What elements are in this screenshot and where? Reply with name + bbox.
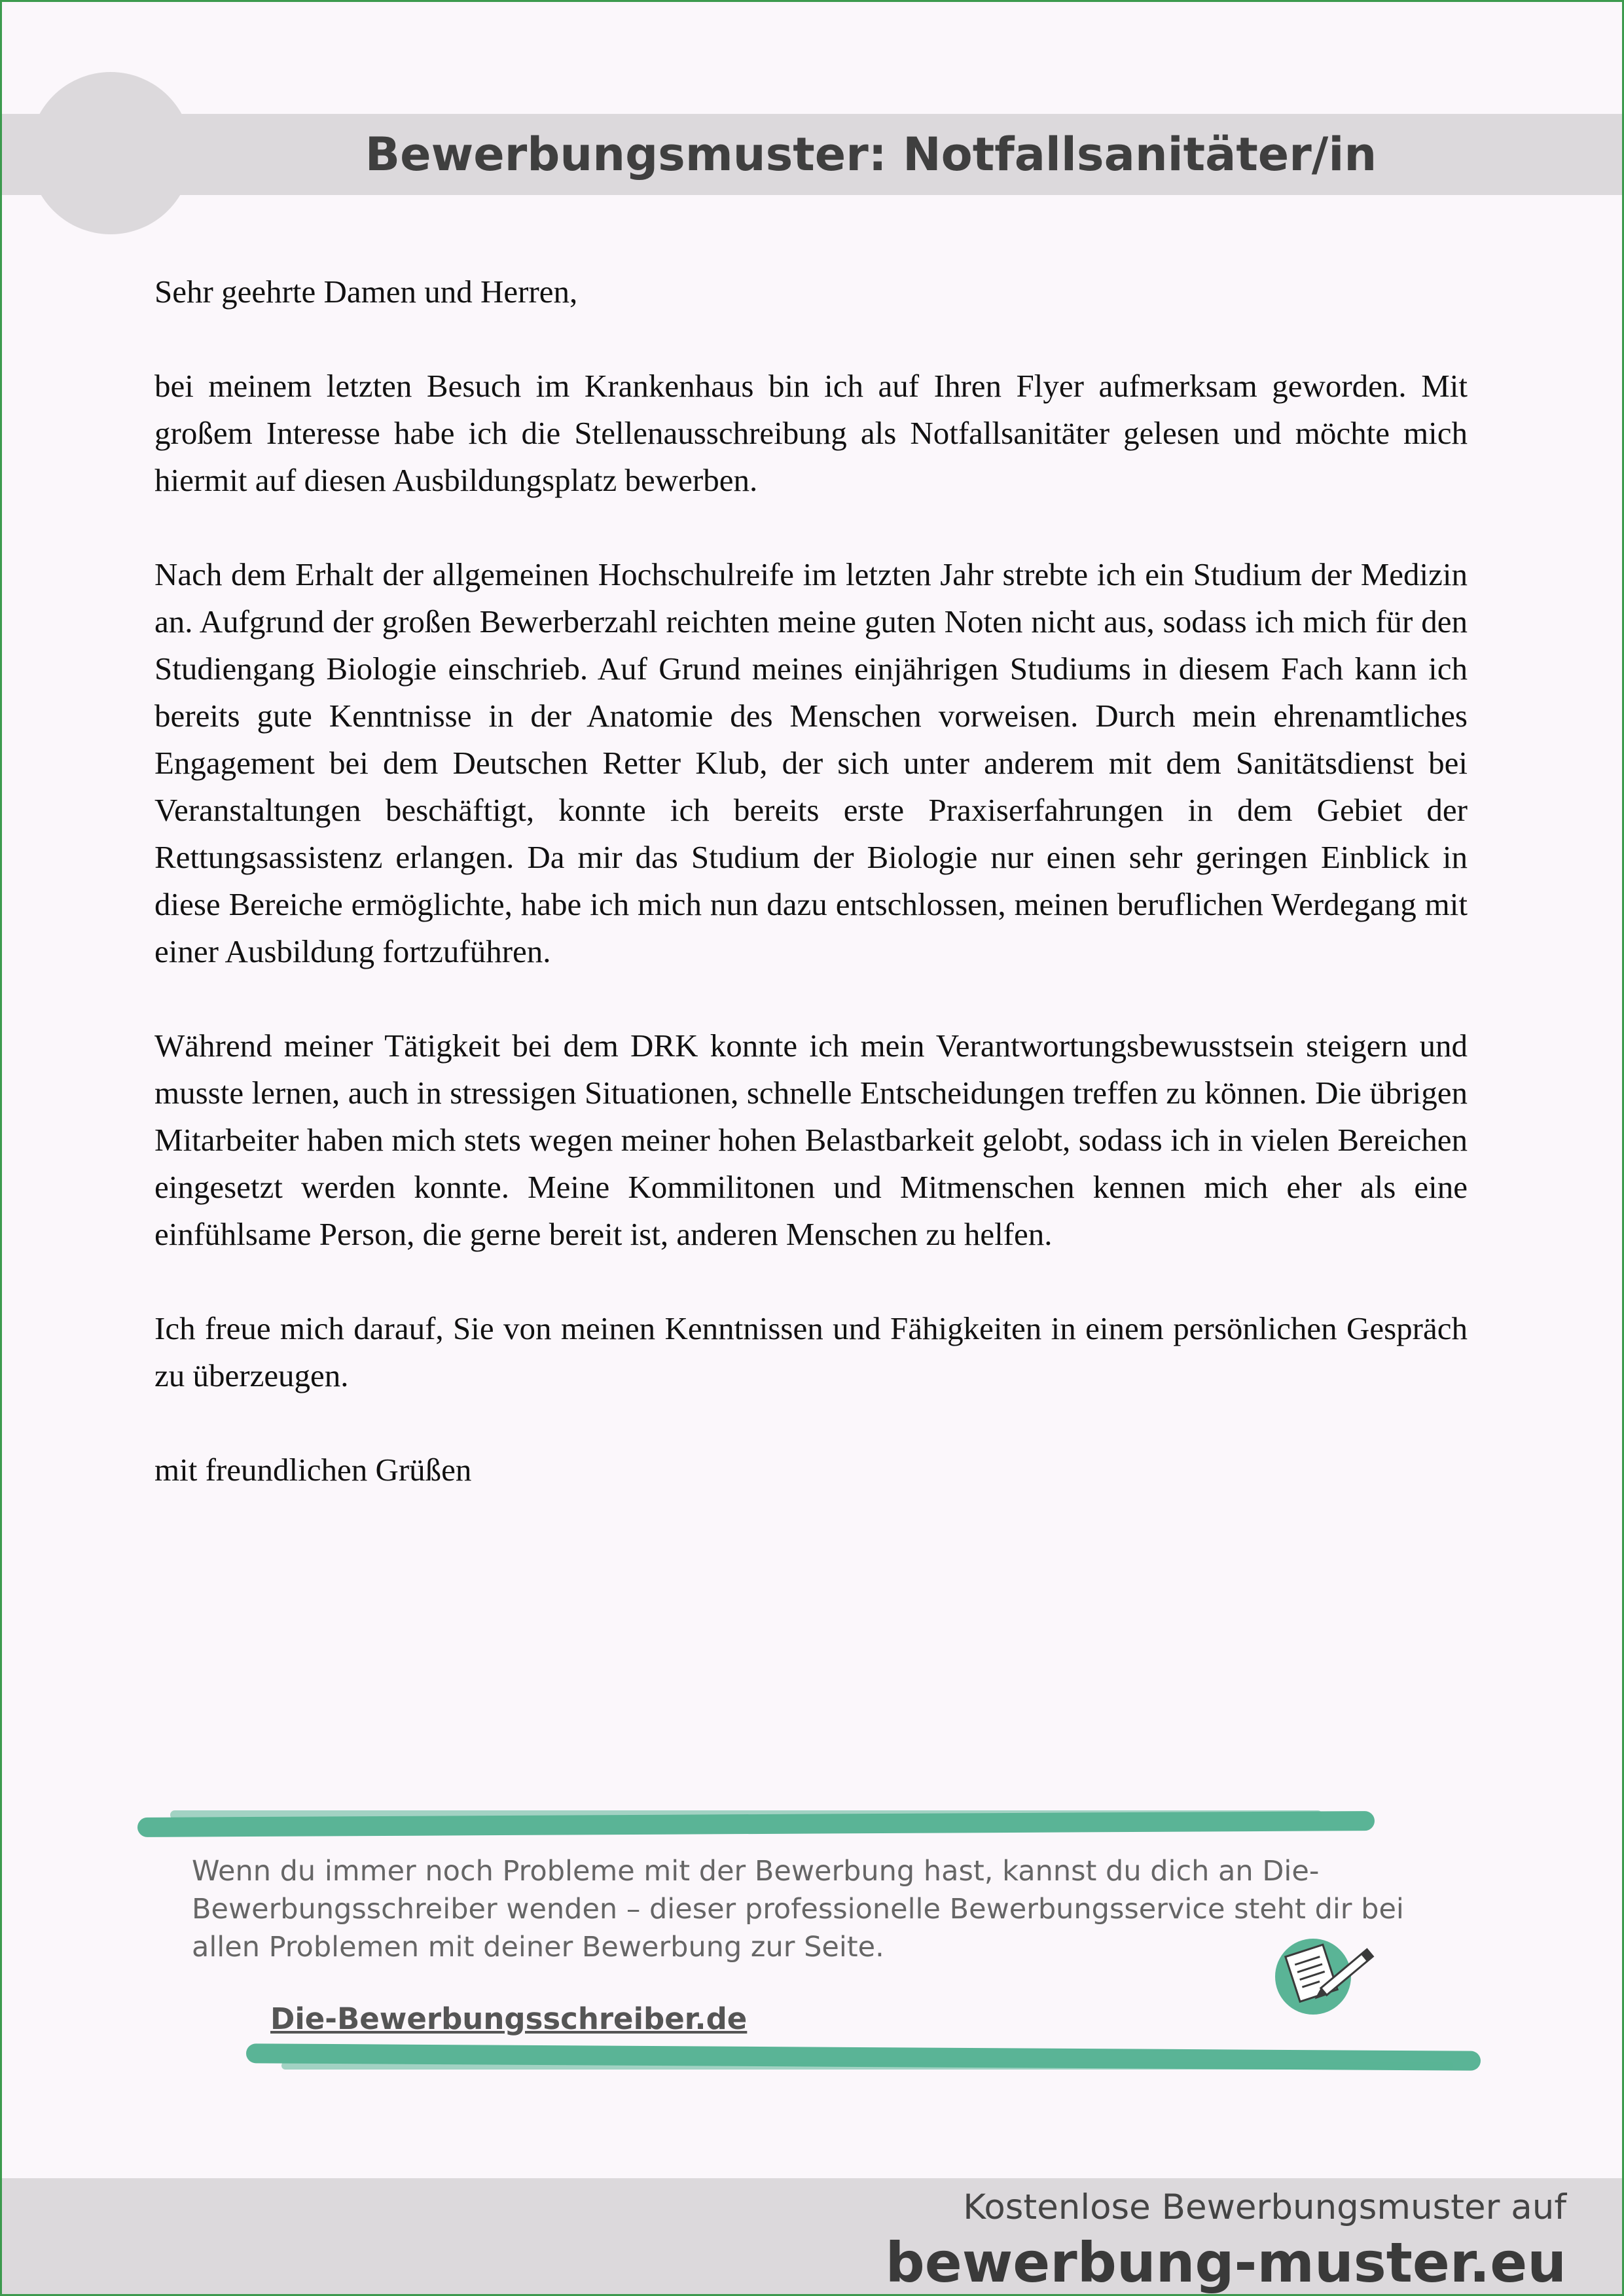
brush-stroke-top-highlight (170, 1810, 1322, 1820)
letter-closing: mit freundlichen Grüßen (154, 1452, 472, 1488)
letter-paragraph-2: Nach dem Erhalt der allgemeinen Hochschulreife im letzten Jahr strebte ich ein Studium der Medizin an. Aufgrund der großen Bewerberzahl reichten meine guten Noten nicht aus, sodass ich mich für den Studiengang Biologie einschrieb. Auf Grund meines einjährigen Studiums in diesem Fach kann ich bereits gute Kenntnisse in der Anatomie des Menschen vorweisen. Durch mein ehrenamtliches Engagement bei dem Deutschen Retter Klub, der sich unter anderem mit dem Sanitätsdienst bei Veranstaltungen beschäftigt, konnte ich bereits erste Praxiserfahrungen in dem Gebiet der Rettungsassistenz erlangen. Da mir das Studium der Biologie nur einen sehr geringen Einblick in diese Bereiche ermöglichte, habe ich mich nun dazu entschlossen, meinen beruflichen Werdegang mit einer Ausbildung fortzuführen. (154, 556, 1468, 969)
letter-body (154, 268, 1468, 1541)
promo-link[interactable]: Die-Bewerbungsschreiber.de (270, 2001, 748, 2036)
footer-tagline: Kostenlose Bewerbungsmuster auf (963, 2187, 1566, 2227)
brush-stroke-bottom-highlight (281, 2062, 1453, 2070)
letter-salutation: Sehr geehrte Damen und Herren, (154, 274, 578, 310)
promo-text: Wenn du immer noch Probleme mit der Bewerbung hast, kannst du dich an Die-Bewerbungsschreiber wenden – dieser professionelle Bewerbungsservice steht dir bei allen Problemen mit deiner Bewerbung zur Seite. (192, 1855, 1404, 1964)
footer-site-name[interactable]: bewerbung-muster.eu (885, 2231, 1566, 2295)
letter-paragraph-1: bei meinem letzten Besuch im Krankenhaus bin ich auf Ihren Flyer aufmerksam geworden. Mit großem Interesse habe ich die Stellenausschreibung als Notfallsanitäter gelesen und möchte mich hiermit auf diesen Ausbildungsplatz bewerben. (154, 368, 1468, 498)
letter-paragraph-4: Ich freue mich darauf, Sie von meinen Kenntnissen und Fähigkeiten in einem persönlichen Gespräch zu überzeugen. (154, 1310, 1468, 1393)
letter-paragraph-3: Während meiner Tätigkeit bei dem DRK konnte ich mein Verantwortungsbewusstsein steigern und musste lernen, auch in stressigen Situationen, schnelle Entscheidungen treffen zu können. Die übrigen Mitarbeiter haben mich stets wegen meiner hohen Belastbarkeit gelobt, sodass ich in vielen Bereichen eingesetzt werden konnte. Meine Kommilitonen und Mitmenschen kennen mich eher als eine einfühlsame Person, die gerne bereit ist, anderen Menschen zu helfen. (154, 1028, 1468, 1252)
document-pen-icon (1270, 1931, 1381, 2016)
page-title: Bewerbungsmuster: Notfallsanitäter/in (365, 128, 1377, 181)
